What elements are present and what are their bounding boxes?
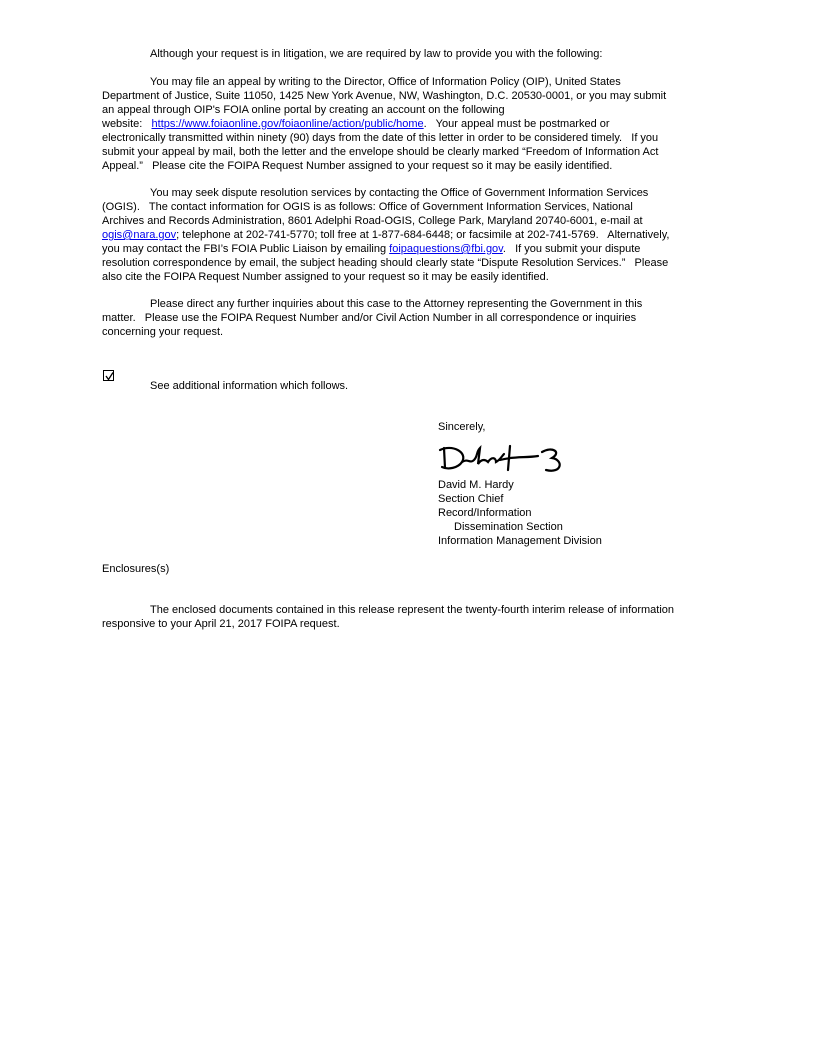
inquiries-line: Please direct any further inquiries about this case to the Attorney representing the Government in this	[150, 298, 643, 310]
appeal-line	[102, 117, 610, 131]
inquiries-line: concerning your request.	[102, 326, 224, 338]
dispute-line: (OGIS). The contact information for OGIS is as follows: Office of Government Information Services, National	[102, 201, 633, 213]
dispute-line	[102, 228, 669, 242]
dispute-line: You may seek dispute resolution services by contacting the Office of Government Information Services	[150, 187, 649, 199]
appeal-line: You may file an appeal by writing to the Director, Office of Information Policy (OIP), United States	[150, 76, 621, 88]
intro-paragraph: Although your request is in litigation, we are required by law to provide you with the following:	[150, 48, 603, 60]
dispute-text: . If you submit your dispute	[502, 243, 641, 255]
signer-title: Section Chief	[438, 493, 504, 505]
release-line: responsive to your April 21, 2017 FOIPA request.	[102, 618, 340, 630]
ogis-email-link[interactable]: ogis@nara.gov	[102, 229, 177, 241]
appeal-line: Appeal.” Please cite the FOIPA Request Number assigned to your request so it may be easily identified.	[102, 160, 613, 172]
signer-title: Dissemination Section	[454, 521, 563, 533]
checkmark-icon	[104, 371, 115, 382]
appeal-line: submit your appeal by mail, both the letter and the envelope should be clearly marked “Freedom of Information Act	[102, 146, 659, 158]
dispute-text: ; telephone at 202-741-5770; toll free at 1-877-684-6448; or facsimile at 202-741-5769. Alternatively,	[176, 229, 670, 241]
release-line: The enclosed documents contained in this release represent the twenty-fourth interim release of information	[150, 604, 675, 616]
signer-title: Record/Information	[438, 507, 532, 519]
appeal-text: website:	[102, 118, 152, 130]
appeal-line: Department of Justice, Suite 11050, 1425 New York Avenue, NW, Washington, D.C. 20530-0001, or you may submit	[102, 90, 667, 102]
appeal-line: electronically transmitted within ninety (90) days from the date of this letter in order to be considered timely. If you	[102, 132, 659, 144]
enclosures-label: Enclosures(s)	[102, 563, 170, 575]
handwritten-signature	[434, 440, 569, 478]
dispute-line	[102, 242, 640, 256]
appeal-line: an appeal through OIP's FOIA online portal by creating an account on the following	[102, 104, 505, 116]
dispute-line: also cite the FOIPA Request Number assigned to your request so it may be easily identified.	[102, 271, 549, 283]
dispute-line: Archives and Records Administration, 8601 Adelphi Road-OGIS, College Park, Maryland 20740-6001, e-mail at	[102, 215, 643, 227]
inquiries-line: matter. Please use the FOIPA Request Number and/or Civil Action Number in all correspondence or inquiries	[102, 312, 637, 324]
dispute-text: you may contact the FBI’s FOIA Public Liaison by emailing	[102, 243, 390, 255]
additional-info-label: See additional information which follows.	[150, 380, 349, 392]
additional-info-checkbox[interactable]	[103, 370, 114, 381]
closing-salutation: Sincerely,	[438, 421, 486, 433]
foipa-email-link[interactable]: foipaquestions@fbi.gov	[389, 243, 503, 255]
dispute-line: resolution correspondence by email, the subject heading should clearly state “Dispute Resolution Services.” Please	[102, 257, 669, 269]
appeal-text: . Your appeal must be postmarked or	[423, 118, 610, 130]
signer-name: David M. Hardy	[438, 479, 514, 491]
signer-title: Information Management Division	[438, 535, 602, 547]
foiaonline-link[interactable]: https://www.foiaonline.gov/foiaonline/action/public/home	[151, 118, 424, 130]
